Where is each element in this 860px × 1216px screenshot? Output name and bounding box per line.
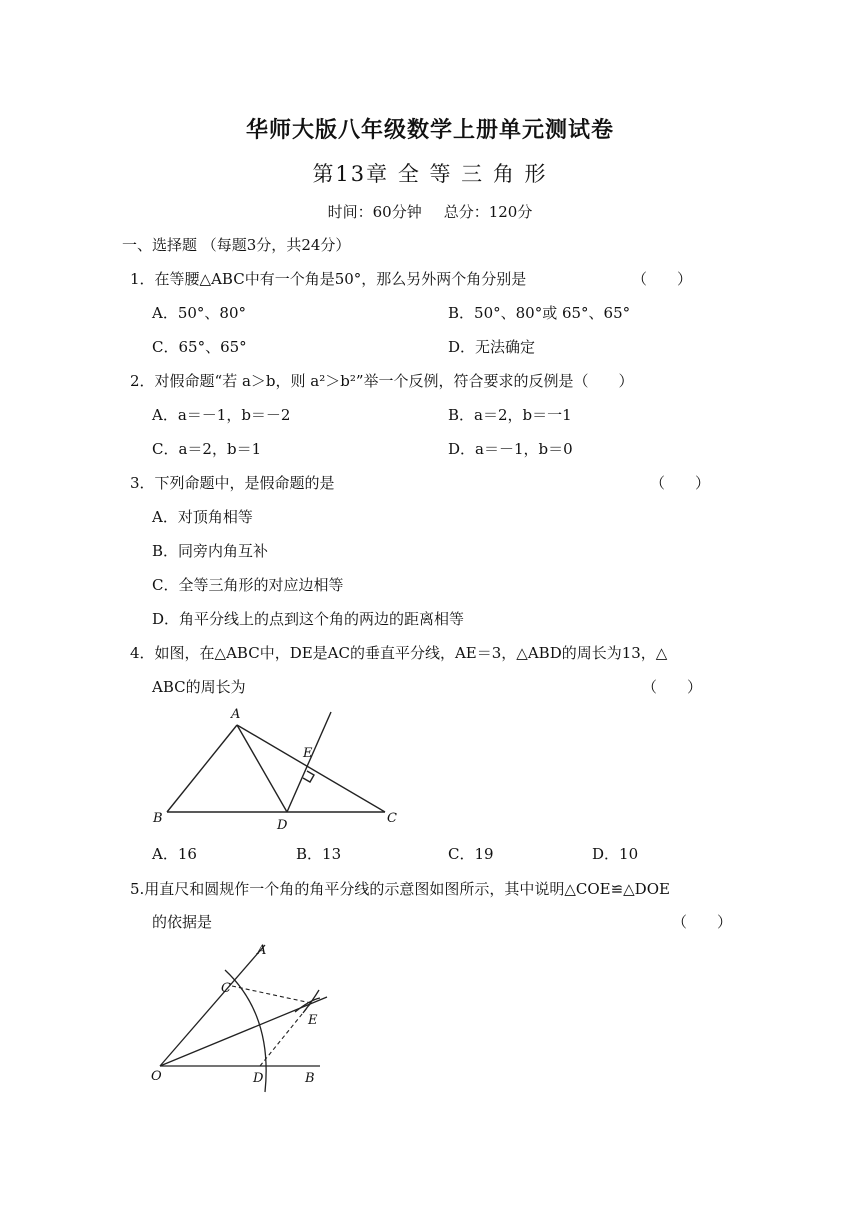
exam-meta	[0, 201, 860, 222]
question-1-answer-paren: （ ）	[632, 270, 693, 288]
question-4-stem-line2: ABC的周长为	[152, 678, 246, 696]
question-3-option-b: B．同旁内角互补	[152, 542, 269, 560]
question-1-option-d: D．无法确定	[448, 338, 536, 356]
question-1-option-b: B．50°、80°或 65°、65°	[448, 304, 631, 322]
question-3-answer-paren: （ ）	[650, 474, 711, 492]
section-heading: 一、选择题 （每题3分，共24分）	[122, 236, 351, 254]
question-4-stem-line1: 4．如图，在△ABC中，DE是AC的垂直平分线，AE＝3，△ABD的周长为13，△	[130, 644, 668, 662]
page-title: 华师大版八年级数学上册单元测试卷	[245, 117, 614, 143]
question-3-option-a: A．对顶角相等	[152, 508, 253, 526]
figure1-label-b: B	[153, 811, 163, 826]
question-2-stem: 2．对假命题“若 a＞b，则 a²＞b²”举一个反例，符合要求的反例是（ ）	[130, 372, 634, 390]
exam-time: 时间：60分钟	[327, 203, 422, 221]
question-4-option-c: C．19	[448, 845, 494, 863]
question-2-option-d: D．a＝－1，b＝0	[448, 440, 573, 458]
figure2-label-b: B	[305, 1071, 315, 1086]
question-5-answer-paren: （ ）	[672, 913, 733, 931]
question-4-option-d: D．10	[592, 845, 639, 863]
figure1-label-d: D	[277, 818, 288, 833]
question-4-answer-paren: （ ）	[642, 678, 703, 696]
figure2-label-o: O	[151, 1069, 162, 1084]
chapter-subtitle: 第13章 全 等 三 角 形	[312, 162, 548, 186]
question-1-stem: 1．在等腰△ABC中有一个角是50°，那么另外两个角分别是	[130, 270, 527, 288]
figure2-label-a: A	[257, 943, 267, 958]
question-3-option-c: C．全等三角形的对应边相等	[152, 576, 344, 594]
question-2-option-b: B．a＝2，b＝一1	[448, 406, 572, 424]
question-3-stem: 3．下列命题中，是假命题的是	[130, 474, 335, 492]
question-3-option-d: D．角平分线上的点到这个角的两边的距离相等	[152, 610, 465, 628]
figure1-label-c: C	[387, 811, 397, 826]
question-5-stem-line2: 的依据是	[152, 913, 213, 931]
triangle-abc-figure	[145, 700, 415, 835]
question-2-option-a: A．a＝－1，b＝－2	[152, 406, 291, 424]
figure1-label-e: E	[303, 746, 313, 761]
figure2-label-e: E	[308, 1013, 318, 1028]
question-4-option-a: A．16	[152, 845, 197, 863]
question-4-option-b: B．13	[296, 845, 342, 863]
exam-score: 总分：120分	[443, 203, 533, 221]
question-2-option-c: C．a＝2，b＝1	[152, 440, 262, 458]
figure2-label-d: D	[253, 1071, 264, 1086]
angle-bisector-figure	[145, 940, 335, 1095]
question-5-stem-line1: 5.用直尺和圆规作一个角的角平分线的示意图如图所示，其中说明△COE≌△DOE	[130, 880, 670, 898]
question-1-option-c: C．65°、65°	[152, 338, 247, 356]
question-1-option-a: A．50°、80°	[152, 304, 247, 322]
figure1-label-a: A	[231, 707, 241, 722]
figure2-label-c: C	[221, 981, 231, 996]
